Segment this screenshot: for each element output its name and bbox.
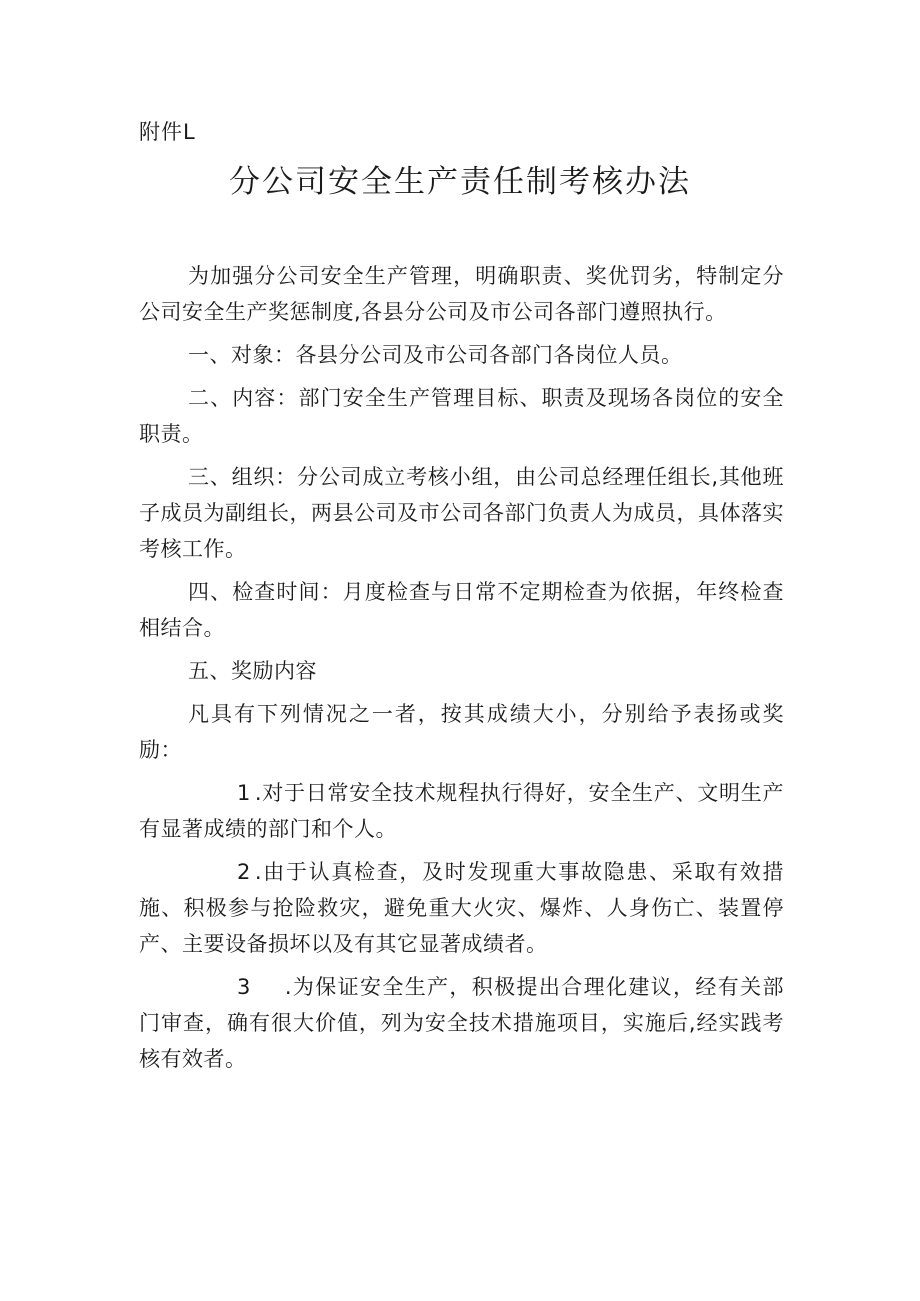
reward-item-number: 2	[237, 860, 251, 884]
reward-item-text: .为保证安全生产，积极提出合理化建议，经有关部门审查，确有很大价值，列为安全技术措施项目，实施后,经实践考核有效者。	[139, 975, 784, 1071]
section-inspection-time: 四、检查时间：月度检查与日常不定期检查为依据，年终检查相结合。	[139, 580, 784, 640]
section-organization: 三、组织：分公司成立考核小组，由公司总经理任组长,其他班子成员为副组长，两县公司及市公司各部门负责人为成员，具体落实考核工作。	[139, 465, 784, 561]
reward-item-number: 1	[237, 781, 251, 805]
reward-item-1	[139, 775, 784, 847]
reward-item-text: .对于日常安全技术规程执行得好，安全生产、文明生产有显著成绩的部门和个人。	[139, 781, 784, 841]
reward-item-2	[139, 854, 784, 962]
document-title: 分公司安全生产责任制考核办法	[229, 164, 691, 200]
attachment-label: 附件L	[139, 120, 196, 144]
reward-item-3	[139, 969, 784, 1077]
document-body	[139, 258, 784, 1084]
intro-paragraph: 为加强分公司安全生产管理，明确职责、奖优罚劣，特制定分公司安全生产奖惩制度,各县分公司及市公司各部门遵照执行。	[139, 264, 784, 324]
reward-item-text: .由于认真检查，及时发现重大事故隐患、采取有效措施、积极参与抢险救灾，避免重大火灾、爆炸、人身伤亡、装置停产、主要设备损坏以及有其它显著成绩者。	[139, 860, 784, 956]
reward-item-number: 3	[237, 975, 251, 999]
rewards-lead-paragraph: 凡具有下列情况之一者，按其成绩大小，分别给予表扬或奖励：	[139, 702, 784, 762]
section-rewards-heading: 五、奖励内容	[188, 659, 317, 683]
section-target: 一、对象：各县分公司及市公司各部门各岗位人员。	[188, 343, 683, 367]
section-content: 二、内容：部门安全生产管理目标、职责及现场各岗位的安全职责。	[139, 386, 784, 446]
